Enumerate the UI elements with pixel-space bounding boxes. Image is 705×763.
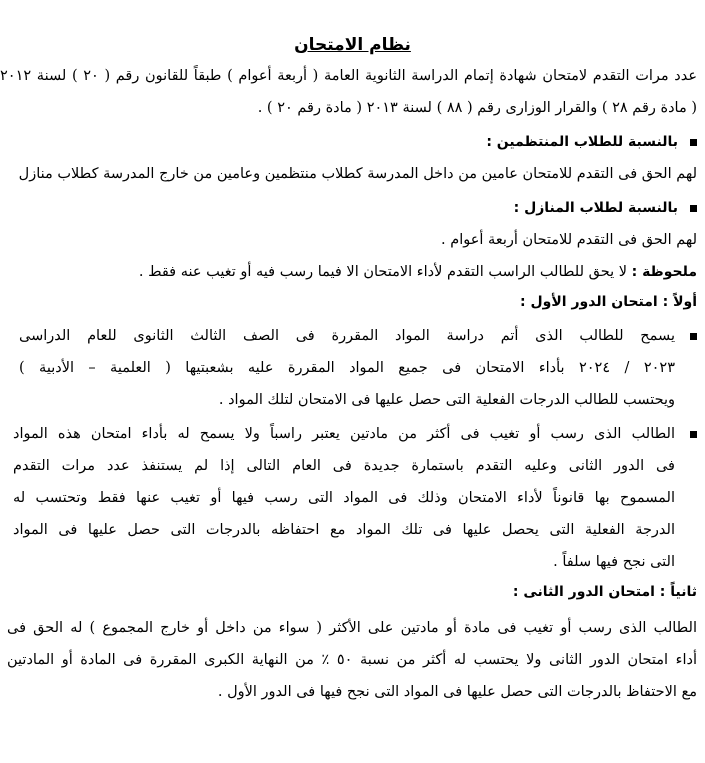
intro-line-1: عدد مرات التقدم لامتحان شهادة إتمام الدراسة الثانوية العامة ( أربعة أعوام ) طبقاً للقانون رقم ( ٢٠ ) لسنة ٢٠١٢	[0, 68, 697, 84]
second-round-heading	[0, 578, 697, 606]
home-students-heading-text: بالنسبة لطلاب المنازل :	[513, 200, 678, 216]
home-students-text: لهم الحق فى التقدم للامتحان أربعة أعوام .	[441, 232, 697, 248]
regular-students-heading-text: بالنسبة للطلاب المنتظمين :	[486, 134, 678, 150]
first-round-bullet-2-line-5: التى نجح فيها سلفاً .	[553, 554, 675, 570]
second-round-heading-text: ثانياً : امتحان الدور الثانى :	[512, 584, 697, 600]
first-round-bullet-2-line-3: المسموح بها قانوناً لأداء الامتحان وذلك فى المواد التى رسب فيها أو تغيب عنها فقط وتحتسب له	[13, 490, 675, 506]
note	[0, 258, 697, 286]
regular-students-heading	[0, 128, 697, 156]
bullet-icon	[690, 139, 697, 146]
intro-line-2: ( مادة رقم ٢٨ ) والقرار الوزارى رقم ( ٨٨ ) لسنة ٢٠١٣ ( مادة رقم ٢٠ ) .	[257, 100, 697, 116]
home-students-heading	[0, 194, 697, 222]
bullet-icon	[690, 205, 697, 212]
second-round-line-2: أداء امتحان الدور الثانى ولا يحتسب له أكثر من نسبة ٥٠ ٪ من النهاية الكبرى المقررة فى المادة أو المادتين	[7, 652, 697, 668]
note-text: لا يحق للطالب الراسب التقدم لأداء الامتحان الا فيما رسب فيه أو تغيب عنه فقط .	[138, 264, 627, 280]
bullet-icon	[690, 431, 697, 438]
first-round-bullet-2-line-2: فى الدور الثانى وعليه التقدم باستمارة جديدة فى العام التالى إذا لم يستنفذ عدد مرات التقدم	[13, 458, 675, 474]
first-round-bullet-1-line-2: ٢٠٢٣ / ٢٠٢٤ بأداء الامتحان فى جميع المواد المقررة عليه بشعبتيها ( العلمية – الأدبية )	[19, 360, 675, 376]
regular-students-text: لهم الحق فى التقدم للامتحان عامين من داخل المدرسة كطلاب منتظمين وعامين من خارج المدرسة كطلاب منازل	[18, 166, 697, 182]
first-round-bullet-2-line-4: الدرجة الفعلية التى يحصل عليها فى تلك المواد مع احتفاظه بالدرجات التى حصل عليها فى المواد	[13, 522, 675, 538]
document-title: نظام الامتحان	[294, 35, 411, 55]
second-round-line-3: مع الاحتفاظ بالدرجات التى حصل عليها فى المواد التى نجح فيها فى الدور الأول .	[217, 684, 697, 700]
note-label: ملحوظة :	[631, 264, 697, 280]
first-round-heading-text: أولاً : امتحان الدور الأول :	[520, 294, 697, 310]
first-round-bullet-1-line-1: يسمح للطالب الذى أتم دراسة المواد المقررة فى الصف الثالث الثانوى للعام الدراسى	[19, 328, 675, 344]
second-round-line-1: الطالب الذى رسب أو تغيب فى مادة أو مادتين على الأكثر ( سواء من داخل أو خارج المجموع ) له الحق فى	[7, 620, 697, 636]
first-round-bullet-1-line-3: ويحتسب للطالب الدرجات الفعلية التى حصل عليها فى الامتحان لتلك المواد .	[218, 392, 675, 408]
bullet-icon	[690, 333, 697, 340]
first-round-heading	[0, 288, 697, 316]
first-round-bullet-2-line-1: الطالب الذى رسب أو تغيب فى أكثر من مادتين يعتبر راسباً ولا يسمح له بأداء امتحان هذه المواد	[13, 426, 675, 442]
